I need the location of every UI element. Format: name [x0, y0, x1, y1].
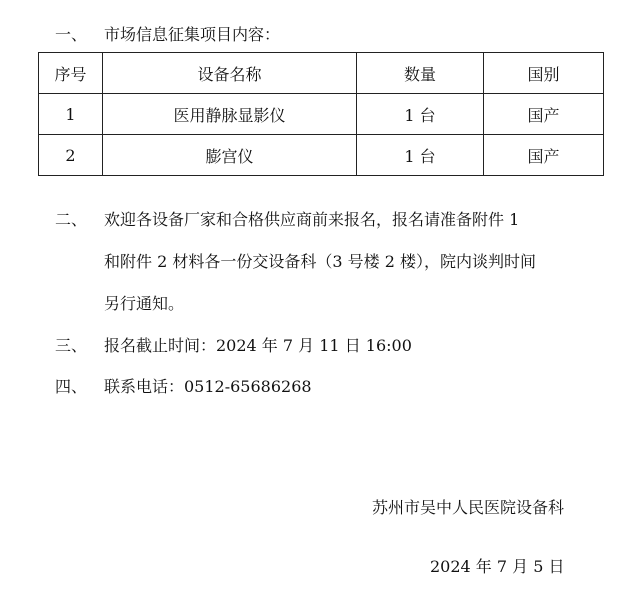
section-2-line-1: 欢迎各设备厂家和合格供应商前来报名，报名请准备附件 1: [104, 210, 520, 229]
section-4-number: 四、: [55, 377, 88, 396]
equipment-table: [38, 52, 604, 176]
section-2-number: 二、: [55, 210, 88, 229]
registration-deadline: 报名截止时间：2024 年 7 月 11 日 16:00: [104, 336, 412, 355]
header-quantity: 数量: [357, 53, 484, 94]
contact-phone: 联系电话：0512-65686268: [104, 377, 312, 396]
section-3-number: 三、: [55, 336, 88, 355]
cell-serial: 1: [39, 94, 103, 135]
issue-date: 2024 年 7 月 5 日: [430, 557, 565, 576]
table-row: [39, 94, 604, 135]
cell-country: 国产: [484, 135, 604, 176]
table-row: [39, 135, 604, 176]
section-1-number: 一、: [55, 25, 88, 44]
cell-device-name: 医用静脉显影仪: [103, 94, 357, 135]
table-header-row: [39, 53, 604, 94]
header-device-name: 设备名称: [103, 53, 357, 94]
section-2-line-3: 另行通知。: [104, 294, 185, 313]
cell-quantity: 1 台: [357, 94, 484, 135]
cell-quantity: 1 台: [357, 135, 484, 176]
section-1-title: 市场信息征集项目内容：: [104, 25, 281, 44]
issuing-organization: 苏州市吴中人民医院设备科: [372, 498, 565, 517]
header-serial: 序号: [39, 53, 103, 94]
header-country: 国别: [484, 53, 604, 94]
section-2-line-2: 和附件 2 材料各一份交设备科（3 号楼 2 楼），院内谈判时间: [104, 252, 536, 271]
cell-serial: 2: [39, 135, 103, 176]
cell-device-name: 膨宫仪: [103, 135, 357, 176]
cell-country: 国产: [484, 94, 604, 135]
